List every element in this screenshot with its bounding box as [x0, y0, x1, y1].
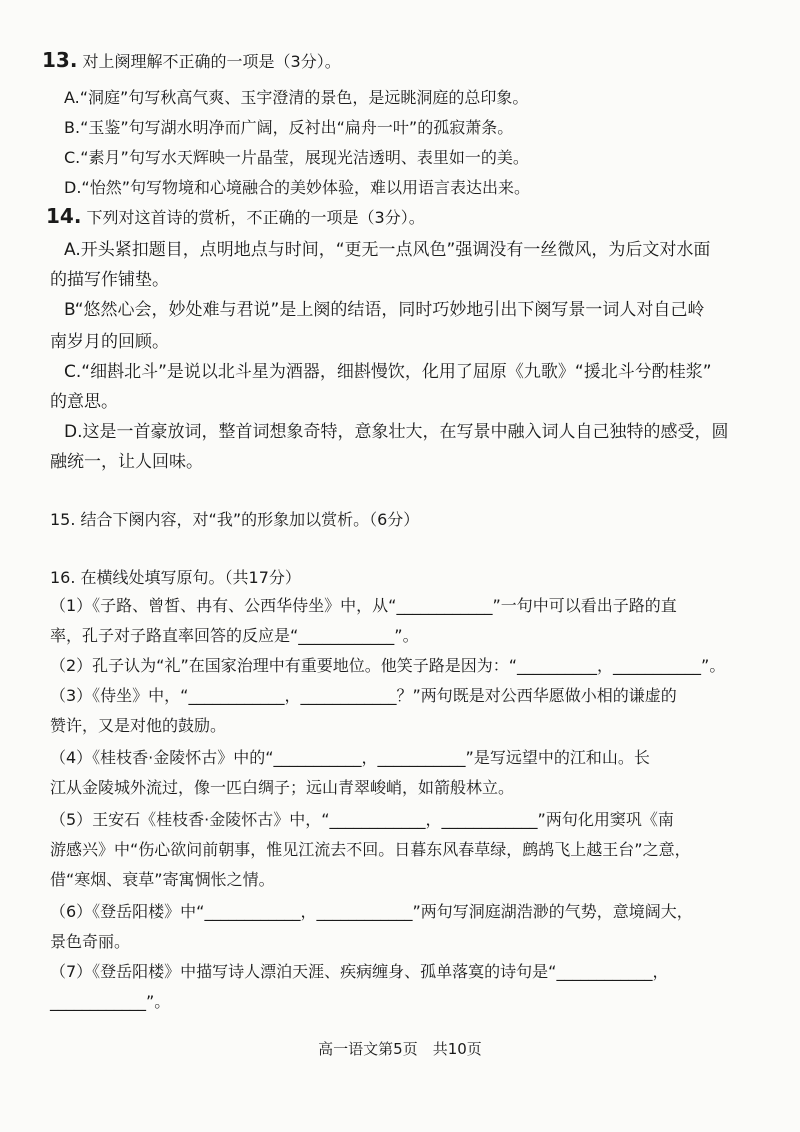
- q16-line: 游感兴》中“伤心欲问前朝事，惟见江流去不回。日暮东风春草绿，鹧鸪飞上越王台”之意，: [50, 840, 691, 859]
- q14-line: 的描写作铺垫。: [50, 270, 169, 290]
- q14-line: B“悠然心会，妙处难与君说”是上阕的结语，同时巧妙地引出下阕写景一词人对自己岭: [64, 300, 705, 320]
- q16-line: ____________”。: [50, 992, 171, 1011]
- q14-line: 的意思。: [50, 392, 118, 412]
- q14-number: 14.: [46, 204, 82, 228]
- q16-line: （3）《侍坐》中，“____________，____________？”两句既是对公西华愿做小相的谦虚的: [50, 686, 677, 705]
- q13-option-d: D.“怡然”句写物境和心境融合的美妙体验，难以用语言表达出来。: [64, 178, 530, 197]
- q16-line: 赞许，又是对他的鼓励。: [50, 716, 227, 735]
- q14-line: 南岁月的回顾。: [50, 332, 169, 352]
- q15-text: 15. 结合下阕内容，对“我”的形象加以赏析。（6分）: [50, 510, 420, 529]
- q14-heading: [46, 206, 425, 228]
- q16-line: 江从金陵城外流过，像一匹白绸子；远山青翠峻峭，如箭般林立。: [50, 778, 515, 797]
- q16-line: 借“寒烟、衰草”寄寓惆怅之情。: [50, 870, 275, 889]
- q16-line: （6）《登岳阳楼》中“____________，____________”两句写洞庭湖浩渺的气势，意境阔大，: [50, 902, 693, 921]
- q14-stem: 下列对这首诗的赏析，不正确的一项是（3分）。: [86, 208, 425, 227]
- q13-option-b: B.“玉鉴”句写湖水明净而广阔，反衬出“扁舟一叶”的孤寂萧条。: [64, 118, 514, 137]
- q14-line: A.开头紧扣题目，点明地点与时间，“更无一点风色”强调没有一丝微风，为后文对水面: [64, 240, 711, 260]
- q16-line: （4）《桂枝香·金陵怀古》中的“___________，___________”是写远望中的江和山。长: [50, 748, 650, 767]
- q16-line: （5）王安石《桂枝香·金陵怀古》中，“____________，____________”两句化用窦巩《南: [50, 810, 674, 829]
- q16-title: 16. 在横线处填写原句。（共17分）: [50, 568, 301, 587]
- q16-line: （2）孔子认为“礼”在国家治理中有重要地位。他笑子路是因为：“__________，___________”。: [50, 656, 726, 675]
- q13-heading: [42, 50, 341, 72]
- q13-stem: 对上阕理解不正确的一项是（3分）。: [82, 52, 341, 71]
- q14-line: C.“细斟北斗”是说以北斗星为酒器，细斟慢饮，化用了屈原《九歌》“援北斗兮酌桂浆”: [64, 362, 712, 382]
- q16-line: 景色奇丽。: [50, 932, 131, 951]
- page-footer: 高一语文第5页 共10页: [318, 1040, 482, 1058]
- q13-number: 13.: [42, 48, 78, 72]
- q14-line: D.这是一首豪放词，整首词想象奇特，意象壮大，在写景中融入词人自己独特的感受，圆: [64, 422, 729, 442]
- q16-line: 率，孔子对子路直率回答的反应是“____________”。: [50, 626, 419, 645]
- q13-option-a: A.“洞庭”句写秋高气爽、玉宇澄清的景色，是远眺洞庭的总印象。: [64, 88, 529, 107]
- q16-line: （1）《子路、曾皙、冉有、公西华侍坐》中，从“____________”一句中可以看出子路的直: [50, 596, 677, 615]
- q14-line: 融统一，让人回味。: [50, 452, 203, 472]
- q13-option-c: C.“素月”句写水天辉映一片晶莹，展现光洁透明、表里如一的美。: [64, 148, 529, 167]
- q16-line: （7）《登岳阳楼》中描写诗人漂泊天涯、疾病缠身、孤单落寞的诗句是“____________，: [50, 962, 669, 981]
